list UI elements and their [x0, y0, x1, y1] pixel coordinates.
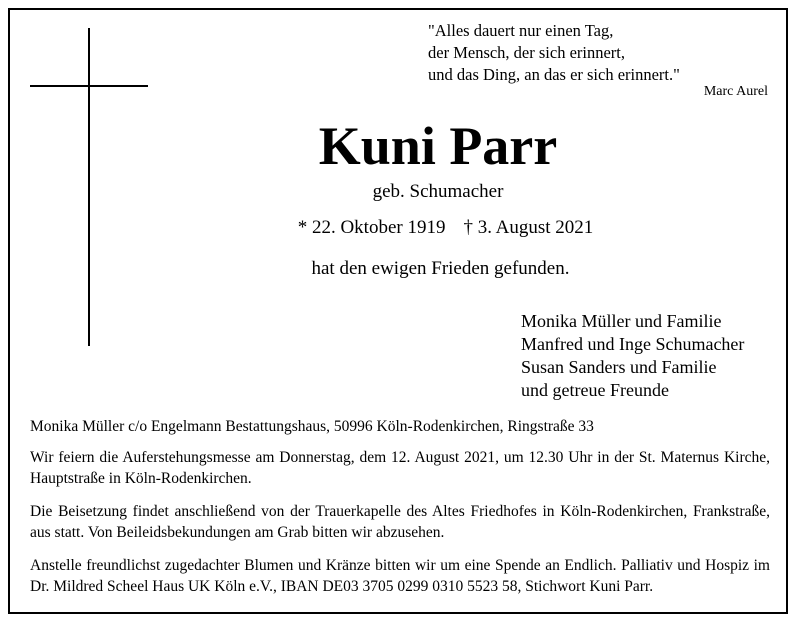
- donation-paragraph: Anstelle freundlichst zugedachter Blumen und Kränze bitten wir um eine Spende an Endlich. Palliativ und Hospiz im Dr. Mildred Scheel Haus UK Köln e.V., IBAN DE03 3705 0299 0310 5523 58, Stichwort Kuni Parr.: [30, 557, 770, 595]
- burial-paragraph: Die Beisetzung findet anschließend von der Trauerkapelle des Altes Friedhofes in Köln-Rodenkirchen, Frankstraße, aus statt. Von Beileidsbekundungen am Grab bitten wir abzusehen.: [30, 503, 770, 541]
- quote-line: und das Ding, an das er sich erinnert.": [428, 65, 680, 84]
- obituary-notice: [8, 8, 788, 614]
- deceased-name: Kuni Parr: [318, 116, 558, 176]
- peace-phrase: hat den ewigen Frieden gefunden.: [311, 258, 570, 279]
- quote-author: Marc Aurel: [703, 84, 768, 99]
- birth-name: geb. Schumacher: [372, 181, 504, 202]
- address-paragraph: Monika Müller c/o Engelmann Bestattungshaus, 50996 Köln-Rodenkirchen, Ringstraße 33: [30, 418, 594, 435]
- mourner: Susan Sanders und Familie: [521, 357, 717, 377]
- quote-block: [428, 20, 768, 100]
- birth-date: * 22. Oktober 1919: [297, 217, 446, 238]
- death-date: † 3. August 2021: [463, 217, 594, 238]
- quote-line: der Mensch, der sich erinnert,: [428, 43, 626, 62]
- mourners-list: [521, 310, 744, 402]
- mourner: Manfred und Inge Schumacher: [521, 334, 745, 354]
- mass-paragraph: Wir feiern die Auferstehungsmesse am Donnerstag, dem 12. August 2021, um 12.30 Uhr in der St. Maternus Kirche, Hauptstraße in Köln-Rodenkirchen.: [30, 449, 770, 487]
- mourner: Monika Müller und Familie: [521, 311, 722, 331]
- life-dates: [10, 216, 786, 240]
- mourner: und getreue Freunde: [521, 380, 669, 400]
- quote-line: "Alles dauert nur einen Tag,: [428, 21, 614, 40]
- cross-icon-horizontal: [30, 85, 148, 87]
